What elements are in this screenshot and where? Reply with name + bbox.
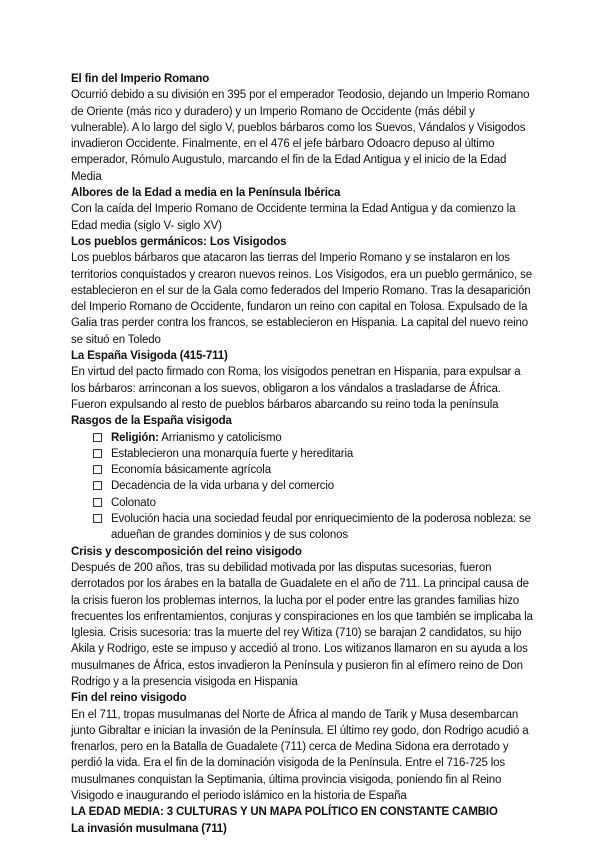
- checkbox-icon: [93, 481, 102, 490]
- list-item: [93, 446, 533, 462]
- section-heading: Crisis y descomposición del reino visigodo: [71, 545, 302, 558]
- section-visigodos: [71, 234, 533, 348]
- checkbox-icon: [93, 514, 102, 523]
- section-heading: Fin del reino visigodo: [71, 692, 187, 705]
- section-rasgos: [71, 413, 533, 543]
- list-item: [93, 495, 533, 511]
- list-item-text: Decadencia de la vida urbana y del comercio: [111, 480, 335, 493]
- chapter-heading: LA EDAD MEDIA: 3 CULTURAS Y UN MAPA POLÍTICO EN CONSTANTE CAMBIO: [71, 806, 498, 819]
- list-item-text: Colonato: [111, 496, 156, 509]
- section-heading: La invasión musulmana (711): [71, 822, 227, 835]
- section-fin-imperio-romano: [71, 71, 533, 185]
- section-heading: Rasgos de la España visigoda: [71, 415, 232, 428]
- section-text: Ocurrió debido a su división en 395 por el emperador Teodosio, dejando un Imperio Romano de Oriente (más rico y duradero) y un Imperio Romano de Occidente (más débil y vulnerable). A lo largo del siglo V, pueblos bárbaros como los Suevos, Vándalos y Visigodos invadieron Occidente. Finalmente, en el 476 el jefe bárbaro Odoacro depuso al último emperador, Rómulo Augustulo, marcando el fin de la Edad Antigua y el inicio de la Edad Media: [71, 89, 530, 183]
- section-espana-visigoda: [71, 348, 533, 413]
- list-item: [93, 511, 533, 544]
- list-item: [93, 462, 533, 478]
- checkbox-icon: [93, 433, 102, 442]
- document-page: [71, 71, 533, 837]
- section-text: Después de 200 años, tras su debilidad motivada por las disputas sucesorias, fueron derrotados por los árabes en la batalla de Guadalete en el año de 711. La principal causa de la crisis fueron los problemas internos, la lucha por el poder entre las grandes familias hizo frecuentes los enfrentamientos, conjuras y conspiraciones en los que también se implicaba la Iglesia. Crisis sucesoria: tras la muerte del rey Witiza (710) se barajan 2 candidatos, su hijo Akila y Rodrigo, este se impuso y accedió al trono. Los witizanos llamaron en su ayuda a los musulmanes de África, estos invadieron la Península y pusieron fin al efímero reino de Don Rodrigo y a la presencia visigoda en Hispania: [71, 561, 533, 688]
- checkbox-icon: [93, 498, 102, 507]
- list-item: [93, 478, 533, 494]
- section-text: Con la caída del Imperio Romano de Occidente termina la Edad Antigua y da comienzo la Edad media (siglo V- siglo XV): [71, 203, 516, 232]
- rasgos-checklist: [71, 430, 533, 544]
- checkbox-icon: [93, 449, 102, 458]
- section-text: En el 711, tropas musulmanas del Norte de África al mando de Tarik y Musa desembarcan junto Gibraltar e inician la invasión de la Península. El último rey godo, don Rodrigo acudió a frenarlos, pero en la Batalla de Guadalete (711) cerca de Medina Sidona era derrotado y perdió la vida. Era el fin de la dominación visigoda de la Península. Entre el 716-725 los musulmanes conquistan la Septimania, última provincia visigoda, poniendo fin al Reino Visigodo e inaugurando el periodo islámico en la historia de España: [71, 708, 529, 803]
- list-item-text: Establecieron una monarquía fuerte y hereditaria: [111, 447, 354, 460]
- section-heading: El fin del Imperio Romano: [71, 73, 210, 85]
- list-item-text: Evolución hacia una sociedad feudal por enriquecimiento de la poderosa nobleza: se adueñan de grandes dominios y de sus colonos: [111, 513, 531, 542]
- list-item: [93, 430, 533, 446]
- list-item-text: Arrianismo y catolicismo: [158, 431, 282, 444]
- section-albores: [71, 185, 533, 234]
- section-closing: [71, 804, 533, 837]
- section-text: Los pueblos bárbaros que atacaron las tierras del Imperio Romano y se instalaron en los territorios conquistados y crearon nuevos reinos. Los Visigodos, era un pueblo germánico, se establecieron en el sur de la Gala como federados del Imperio Romano. Tras la desaparición del Imperio Romano de Occidente, fundaron un reino con capital en Tolosa. Expulsado de la Galia tras perder contra los francos, se establecieron en Hispania. La capital del nuevo reino se situó en Toledo: [71, 252, 532, 346]
- list-item-text: Economía básicamente agrícola: [111, 464, 271, 477]
- section-heading: Albores de la Edad a media en la Península Ibérica: [71, 187, 341, 200]
- list-item-label: Religión:: [111, 431, 159, 444]
- section-heading: La España Visigoda (415-711): [71, 350, 228, 363]
- section-text: En virtud del pacto firmado con Roma, los visigodos penetran en Hispania, para expulsar a los bárbaros: arrinconan a los suevos, obligaron a los vándalos a trasladarse de África. Fueron expulsando al resto de pueblos bárbaros abarcando su reino toda la península: [71, 366, 521, 411]
- section-heading: Los pueblos germánicos: Los Visigodos: [71, 235, 287, 248]
- section-crisis: [71, 544, 533, 691]
- checkbox-icon: [93, 465, 102, 474]
- section-fin-reino: [71, 690, 533, 804]
